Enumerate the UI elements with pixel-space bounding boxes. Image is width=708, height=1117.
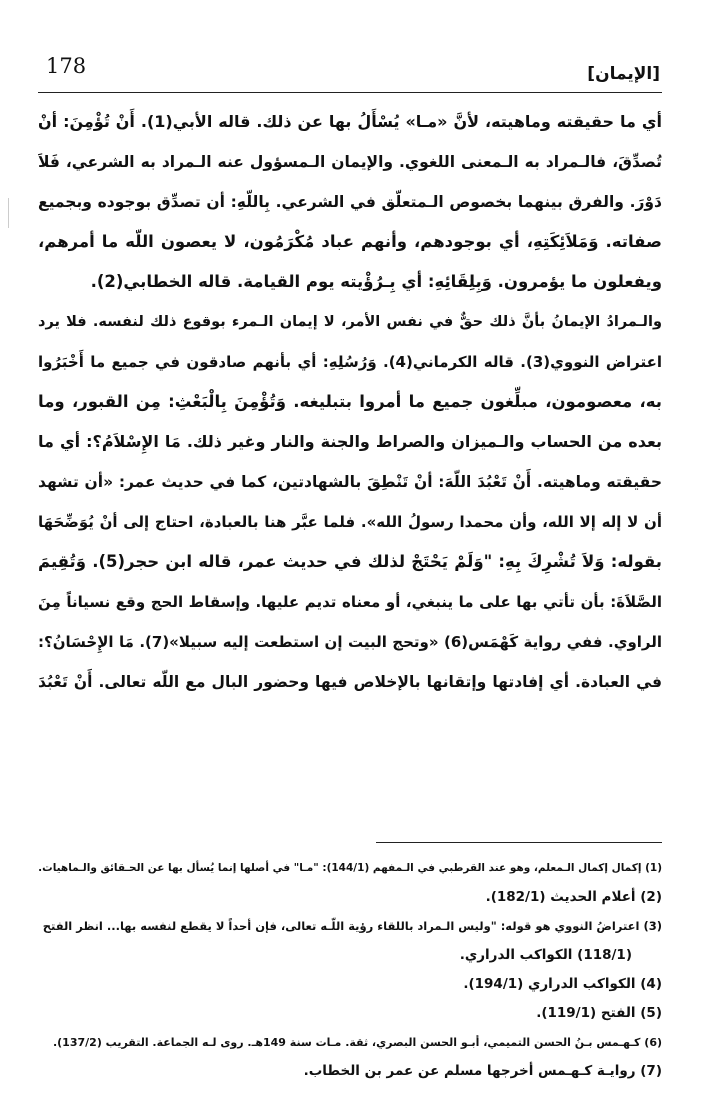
body-line: الصَّلاَةَ: بأن تأتي بها على ما ينبغي، أو معناه تديم عليها. وإسقاط الحج وقع نسياناً مِنَ [38,593,662,611]
body-line: والـمرادُ الإيمانُ بأنَّ ذلك حقٌّ في نفس الأمر، لا إيمان الـمرء بوقوع ذلك لنفسه. فلا يرد [38,314,662,330]
footnote-separator [376,842,662,843]
body-line: بقوله: وَلاَ تُشْرِكَ بِهِ: "وَلَمْ يَحْتَجْ لذلك في حديث عمر، قاله ابن حجر(5). وَتُقِيمَ [38,552,662,571]
footnote-item: (5) الفتح (119/1). [536,1005,662,1021]
body-text [38,102,662,702]
body-line: به، معصومون، مبلِّغون جميع ما أمروا بتبليغه. وَتُؤْمِنَ بِالْبَعْثِ: مِن القبور، وما [38,392,662,411]
body-line: دَوْرَ. والفرق بينهما بخصوص الـمتعلّق في الشرعي. بِاللّهِ: أن تصدِّق بوجوده وبجميع [38,193,662,211]
footnote-item: (3) اعتراضُ النووي هو قوله: "وليس الـمراد باللقاء رؤية اللّـه تعالى، فإن أحداً لا يقطع لنفسه بها... انظر الفتح [42,919,662,933]
page-margin-mark [8,198,9,228]
footnote-item: (6) كـهـمس بـنُ الحسن التميمي، أبـو الحسن البصري، ثقة. مـات سنة 149هـ. روى لـه الجماعة. التقريب (137/2). [52,1036,662,1049]
body-line: صفاته. وَمَلاَئِكَتِهِ، أي بوجودهم، وأنهم عباد مُكْرَمُون، لا يعصون اللّه ما أمرهم، [38,232,662,251]
page-header [38,52,662,93]
footnote-item: (2) أعلام الحديث (182/1). [485,889,662,905]
body-line: أن لا إله إلا الله، وأن محمدا رسولُ الله». فلما عبَّر هنا بالعبادة، احتاج إلى أنْ يُوَضِّحَهَا [38,513,662,531]
document-page [38,52,662,1092]
body-line: أي ما حقيقته وماهيته، لأنَّ «مـا» يُسْأَلُ بها عن ذلك. قاله الأبي(1). أَنْ تُؤْمِنَ: أنْ [38,112,662,131]
body-line: الراوي. ففي رواية كَهْمَس(6) «وتحج البيت إن استطعت إليه سبيلا»(7). مَا الإِحْسَانُ؟: [38,633,662,651]
section-title: [الإيمان] [587,64,660,84]
body-line: في العبادة. أي إفادتها وإتقانها بالإخلاص فيها وحضور البال مع اللّه تعالى. أَنْ تَعْبُدَ [38,673,662,691]
footnote-item: (1) إكمال إكمال الـمعلم، وهو عند القرطبي في الـمفهم (144/1): "مـا" في أصلها إنما يُسأل بها عن الحـقائق والـماهيات. [38,862,662,874]
body-line: بعده من الحساب والـميزان والصراط والجنة والنار وغير ذلك. مَا الإِسْلاَمُ؟: أي ما [38,432,662,451]
body-line: حقيقته وماهيته. أَنْ تَعْبُدَ اللّهَ: أنْ تَنْطِقَ بالشهادتين، كما في حديث عمر: «أن تشهد [38,473,662,491]
body-line: اعتراض النووي(3). قاله الكرماني(4). وَرُسُلِهِ: أي بأنهم صادقون في جميع ما أَخْبَرُوا [38,353,662,371]
footnote-item: (7) روايـة كـهـمس أخرجها مسلم عن عمر بن الخطاب. [303,1063,662,1079]
page-number: 178 [46,54,87,78]
footnote-continuation: (118/1) الكواكب الدراري. [459,947,632,963]
footnotes [38,854,662,1086]
footnote-item: (4) الكواكب الدراري (194/1). [463,976,662,992]
body-line: تُصدِّقَ، فالـمراد به الـمعنى اللغوي. والإيمان الـمسؤول عنه الـمراد به الشرعي، فَلاَ [38,153,662,171]
body-line: ويفعلون ما يؤمرون. وَبِلِقَائِهِ: أي بِـرُؤْيته يوم القيامة. قاله الخطابي(2). [90,272,662,291]
